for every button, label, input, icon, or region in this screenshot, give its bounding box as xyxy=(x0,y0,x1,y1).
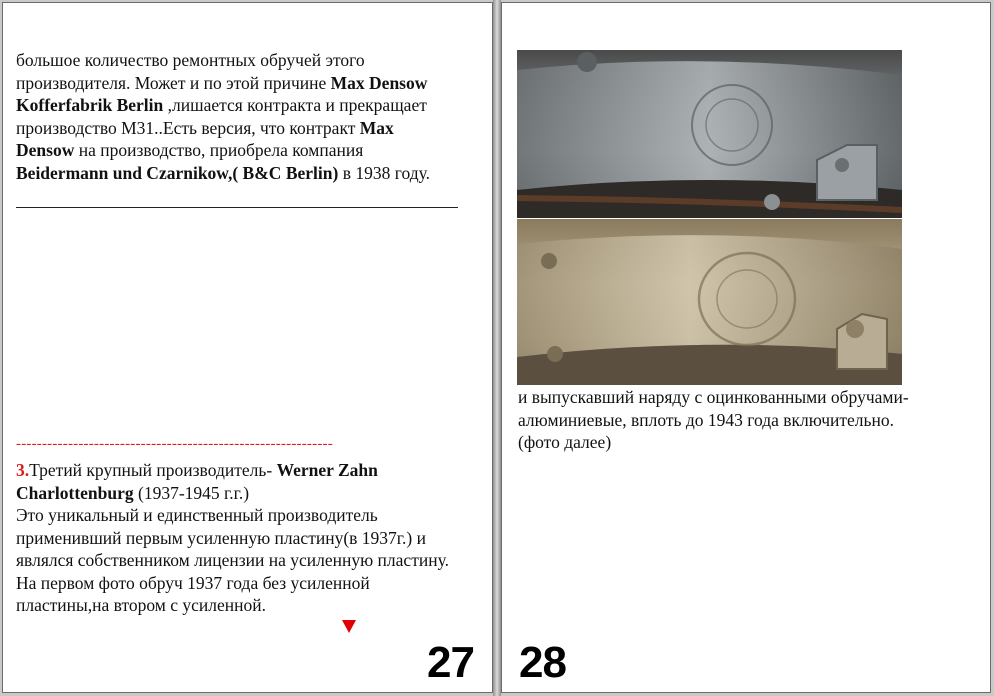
text-run: Это уникальный и единственный производитель применивший первым усиленную пластину(в 1937г.) и являлся собственником лицензии на усиленную пластину. xyxy=(16,505,449,570)
bold-manufacturer-name: Werner Zahn Charlottenburg xyxy=(16,460,378,503)
horizontal-rule xyxy=(16,207,458,208)
text-run: большое количество ремонтных обручей этого производителя. Может и по этой причине xyxy=(16,50,365,93)
section-number: 3. xyxy=(16,460,30,480)
page-number-right: 28 xyxy=(519,638,566,687)
bold-manufacturer-name: Max Densow Kofferfabrik Berlin xyxy=(16,72,428,115)
left-paragraph-1 xyxy=(16,49,456,184)
red-down-arrow-icon xyxy=(342,620,356,633)
photo-steel-hoop-1937 xyxy=(517,50,902,218)
right-caption: и выпускавший наряду с оцинкованными обручами-алюминиевые, вплоть до 1943 года включительно.(фото далее) xyxy=(518,387,909,452)
left-paragraph-2 xyxy=(16,459,466,617)
text-run: Третий крупный производитель- xyxy=(29,460,277,480)
text-run: На первом фото обруч 1937 года без усиленной пластины,на втором с усиленной. xyxy=(16,572,370,615)
book-gutter xyxy=(493,0,501,696)
photo-aluminum-hoop-1937 xyxy=(517,219,902,385)
text-run: (1937-1945 г.г.) xyxy=(133,482,250,503)
bold-company-name: Beidermann und Czarnikow,( B&C Berlin) xyxy=(16,162,339,183)
bold-manufacturer-name: Max Densow xyxy=(16,117,394,160)
page-number-left: 27 xyxy=(427,638,474,687)
text-run: на производство, приобрела компания xyxy=(74,140,364,160)
text-run: в 1938 году. xyxy=(338,162,430,183)
red-dashed-separator: ------------------------------------------------------------- xyxy=(16,436,333,452)
text-run: ,лишается контракта и прекращает производство М31..Есть версия, что контракт xyxy=(16,95,427,138)
